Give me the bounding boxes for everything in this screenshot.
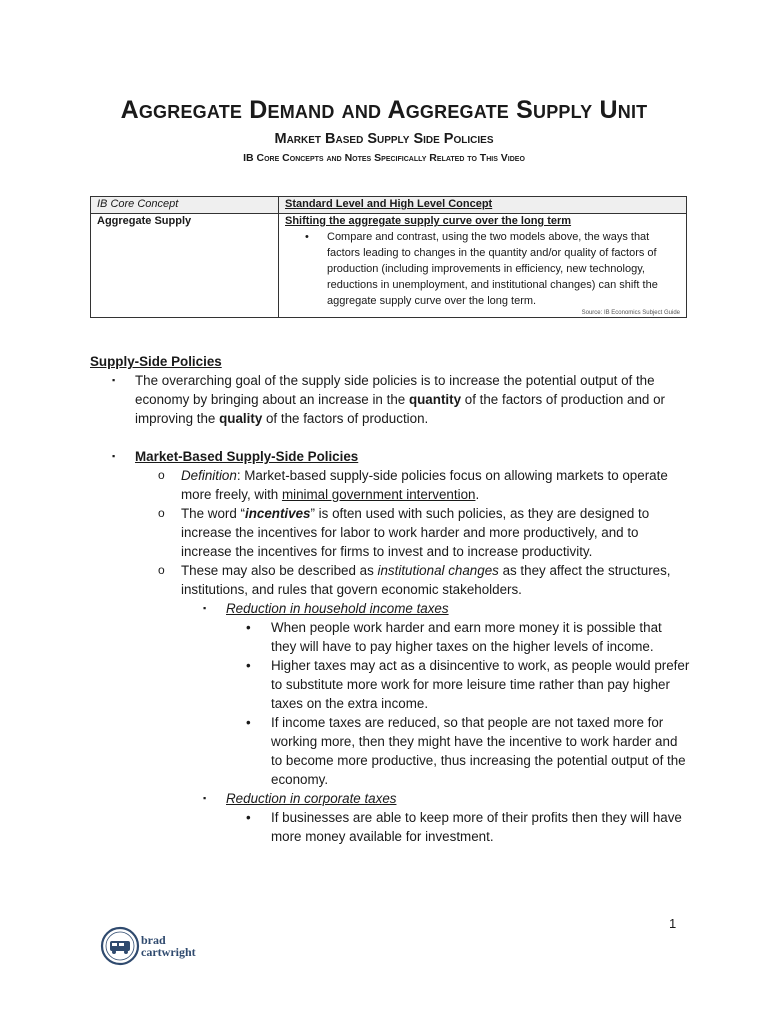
svg-text:brad: brad [141,933,166,947]
list-item: • Higher taxes may act as a disincentive to work, as people would prefer to substitute more work for more leisure time rather than pay higher taxes on the extra income. [246,658,690,711]
bullet-icon: • [246,715,251,730]
concept-table-header-row [91,197,687,214]
list-item [90,789,690,808]
list-item: o These may also be described as institutional changes as they affect the structures, institutions, and rules that govern economic stakeholders. [158,563,671,597]
list-item [90,599,690,618]
svg-text:cartwright: cartwright [141,945,196,959]
square-bullet-icon: ▪ [203,793,207,803]
section-heading-supply-side: Supply-Side Policies [90,354,222,369]
document-body [90,352,690,846]
concept-table-row [91,214,687,318]
circle-bullet-icon: o [158,468,165,482]
bullet-icon: • [246,620,251,635]
list-item: o Definition: Market-based supply-side policies focus on allowing markets to operate more freely, with minimal government intervention. [158,468,668,502]
list-item: ▪ The overarching goal of the supply side policies is to increase the potential output of the economy by bringing about an increase in the quantity of the factors of production and or improving the quality of the factors of production. [112,373,665,426]
bullet-icon: • [246,810,251,825]
document-subsubtitle: IB Core Concepts and Notes Specifically Related to This Video [243,152,525,164]
source-note: Source: IB Economics Subject Guide [581,310,680,316]
concept-table-header-col1: IB Core Concept [91,197,279,214]
subheading-corporate-taxes: Reduction in corporate taxes [226,791,397,806]
page-number: 1 [669,916,677,931]
list-item: • If businesses are able to keep more of their profits then they will have more money available for investment. [246,810,682,844]
bullet-marker: • [305,231,309,243]
concept-description-cell [279,214,687,318]
brad-cartwright-logo [100,924,210,968]
circle-bullet-icon: o [158,563,165,577]
concept-table-header-col2: Standard Level and High Level Concept [279,197,687,214]
list-item: • When people work harder and earn more money it is possible that they will have to pay higher taxes on the higher levels of income. [246,620,662,654]
concept-table [90,196,687,318]
square-bullet-icon: ▪ [112,375,116,385]
document-subtitle: Market Based Supply Side Policies [274,131,494,147]
list-item: o The word “incentives” is often used with such policies, as they are designed to increase the incentives for labor to work harder and more productively, and to increase the incentives for firms to invest and to increase productivity. [158,506,650,559]
concept-title: Shifting the aggregate supply curve over the long term [285,215,572,227]
square-bullet-icon: ▪ [112,451,116,461]
document-title: Aggregate Demand and Aggregate Supply Unit [120,96,648,124]
bullet-icon: • [246,658,251,673]
list-item [90,447,690,466]
circle-bullet-icon: o [158,506,165,520]
list-item: • If income taxes are reduced, so that people are not taxed more for working more, then they might have the incentive to work harder and to become more productive, thus increasing the potential output of the economy. [246,715,686,787]
square-bullet-icon: ▪ [203,603,207,613]
concept-cell: Aggregate Supply [91,214,279,318]
section-heading-market-based: Market-Based Supply-Side Policies [135,449,359,464]
subheading-household-taxes: Reduction in household income taxes [226,601,449,616]
concept-bullet: • Compare and contrast, using the two models above, the ways that factors leading to changes in the quantity and/or quality of factors of production (including improvements in efficiency, new technology, reductions in unemployment, and institutional changes) can shift the aggregate supply curve over the long term. [305,231,658,307]
